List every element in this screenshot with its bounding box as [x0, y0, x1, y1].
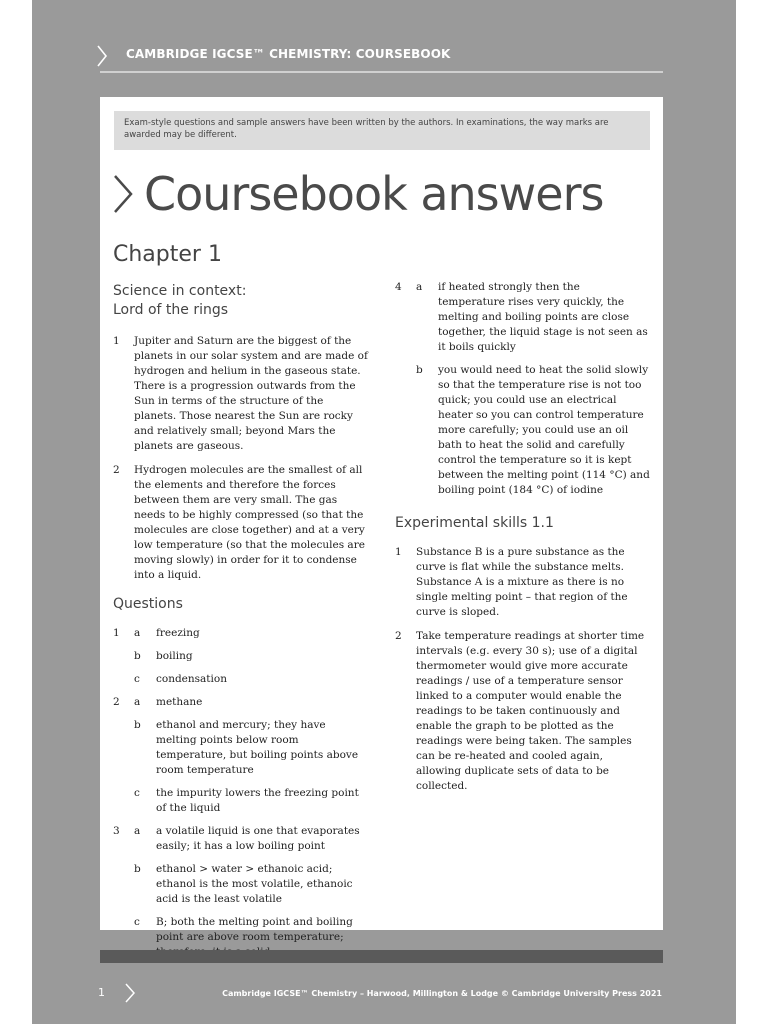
answer-row: b ethanol and mercury; they have melting points below room temperature, but boiling points above room temperature [134, 719, 359, 776]
answer-row: 1 a freezing [113, 627, 200, 639]
section-heading-science-context: Science in context: Lord of the rings [113, 283, 247, 318]
chevron-right-icon [124, 982, 136, 1004]
answer-row: c condensation [134, 673, 227, 685]
right-column [395, 280, 650, 803]
answer-row: b you would need to heat the solid slowly so that the temperature rise is not too quick; you could use an electrical heater so you can control temperature more carefully; you could use an oil bath to heat the solid and carefully control the temperature so it is kept between the melting point (114 °C) and boiling point (184 °C) of iodine [416, 364, 650, 496]
answer-row: c the impurity lowers the freezing point of the liquid [134, 787, 359, 814]
left-column [113, 282, 368, 968]
footer-copyright: Cambridge IGCSE™ Chemistry – Harwood, Millington & Lodge © Cambridge University Press 2021 [222, 989, 662, 998]
answer-row: 4 a if heated strongly then the temperature rises very quickly, the melting and boiling points are close together, the liquid stage is not seen as it boils quickly [395, 281, 648, 353]
page-title-text: Coursebook answers [144, 167, 604, 221]
header-divider [100, 71, 663, 73]
chevron-right-icon [110, 172, 136, 216]
list-item: 1 Substance B is a pure substance as the curve is flat while the substance melts. Substance A is a mixture as there is no single melting point – that region of the curve is sloped. [395, 546, 628, 618]
section-heading-questions: Questions [113, 596, 183, 612]
header-title: CAMBRIDGE IGCSE™ CHEMISTRY: COURSEBOOK [126, 47, 451, 61]
chapter-heading: Chapter 1 [113, 242, 222, 267]
answer-row: b boiling [134, 650, 193, 662]
exam-notice: Exam-style questions and sample answers have been written by the authors. In examinations, the way marks are awarded may be different. [114, 111, 650, 150]
document-page [100, 97, 663, 943]
answer-row: 3 a a volatile liquid is one that evaporates easily; it has a low boiling point [113, 825, 360, 852]
page-number: 1 [98, 986, 105, 999]
page-title [110, 167, 603, 221]
footer-bar [100, 950, 663, 963]
list-item: 1 Jupiter and Saturn are the biggest of the planets in our solar system and are made of hydrogen and helium in the gaseous state. There is a progression outwards from the Sun in terms of the structure of the planets. Those nearest the Sun are rocky and relatively small; beyond Mars the planets are gaseous. [113, 335, 368, 452]
answer-row: 2 a methane [113, 696, 203, 708]
list-item: 2 Take temperature readings at shorter time intervals (e.g. every 30 s); use of a digital thermometer would give more accurate readings / use of a temperature sensor linked to a computer would enable the readings to be taken continuously and enable the graph to be plotted as the readings were being taken. The samples can be re-heated and cooled again, allowing duplicate sets of data to be collected. [395, 630, 645, 792]
list-item: 2 Hydrogen molecules are the smallest of all the elements and therefore the forces between them are very small. The gas needs to be highly compressed (so that the molecules are close together) and at a very low temperature (so that the molecules are moving slowly) in order for it to condense into a liquid. [113, 464, 365, 581]
answer-row: b ethanol > water > ethanoic acid; ethanol is the most volatile, ethanoic acid is the least volatile [134, 863, 353, 905]
chevron-right-icon [95, 44, 109, 68]
section-heading-experimental-skills: Experimental skills 1.1 [395, 515, 554, 531]
answer-row: c B; both the melting point and boiling point are above room temperature; [134, 916, 353, 943]
